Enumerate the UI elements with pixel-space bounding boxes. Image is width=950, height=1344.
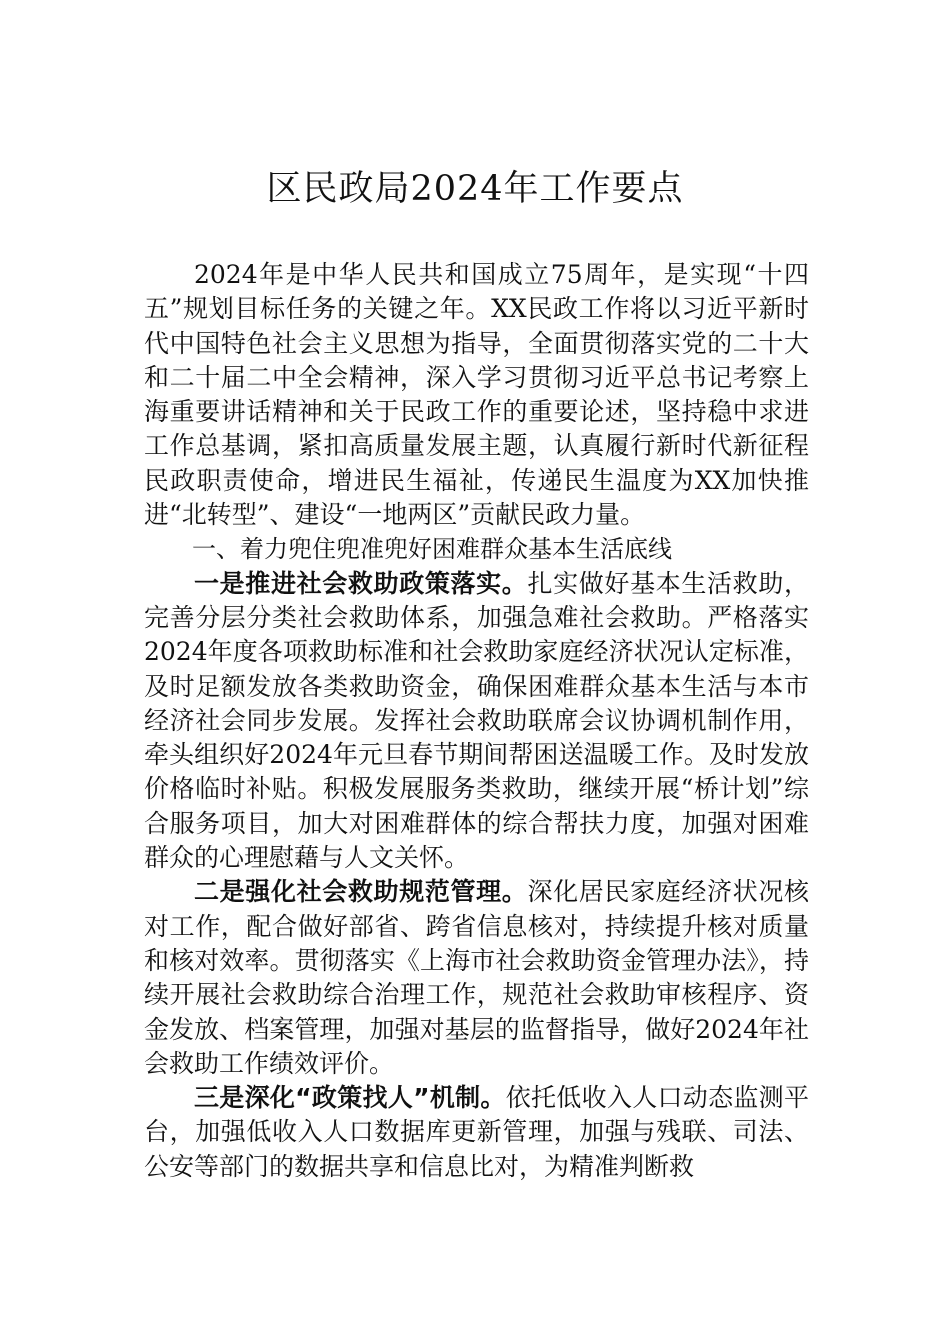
item-text: 深化居民家庭经济状况核对工作，配合做好部省、跨省信息核对，持续提升核对质量和核对效率。贯彻落实《上海市社会救助资金管理办法》，持续开展社会救助综合治理工作，规范社会救助审核程序、资金发放、档案管理，加强对基层的监督指导，做好2024年社会救助工作绩效评价。 bbox=[144, 877, 809, 1078]
item-lead: 一是推进社会救助政策落实。 bbox=[194, 568, 528, 598]
section-heading: 一、着力兜住兜准兜好困难群众基本生活底线 bbox=[192, 535, 672, 564]
document-body bbox=[144, 258, 809, 1184]
item-lead: 二是强化社会救助规范管理。 bbox=[194, 877, 528, 907]
intro-paragraph: 2024年是中华人民共和国成立75周年，是实现“十四五”规划目标任务的关键之年。XX民政工作将以习近平新时代中国特色社会主义思想为指导，全面贯彻落实党的二十大和二十届二中全会精神，深入学习贯彻习近平总书记考察上海重要讲话精神和关于民政工作的重要论述，坚持稳中求进工作总基调，紧扣高质量发展主题，认真履行新时代新征程民政职责使命，增进民生福祉，传递民生温度为XX加快推进“北转型”、建设“一地两区”贡献民政力量。 bbox=[144, 260, 809, 530]
item-text: 依托低收入人口动态监测平台，加强低收入人口数据库更新管理，加强与残联、司法、公安等部门的数据共享和信息比对，为精准判断救 bbox=[144, 1083, 809, 1181]
section-item-3 bbox=[144, 1081, 809, 1184]
item-text: 扎实做好基本生活救助，完善分层分类社会救助体系，加强急难社会救助。严格落实2024年度各项救助标准和社会救助家庭经济状况认定标准，及时足额发放各类救助资金，确保困难群众基本生活与本市经济社会同步发展。发挥社会救助联席会议协调机制作用，牵头组织好2024年元旦春节期间帮困送温暖工作。及时发放价格临时补贴。积极发展服务类救助，继续开展“桥计划”综合服务项目，加大对困难群体的综合帮扶力度，加强对困难群众的心理慰藉与人文关怀。 bbox=[144, 568, 809, 873]
item-lead: 三是深化“政策找人”机制。 bbox=[194, 1083, 506, 1113]
section-item-1 bbox=[144, 567, 809, 876]
section-item-2 bbox=[144, 875, 809, 1081]
document-title: 区民政局2024年工作要点 bbox=[266, 169, 684, 209]
